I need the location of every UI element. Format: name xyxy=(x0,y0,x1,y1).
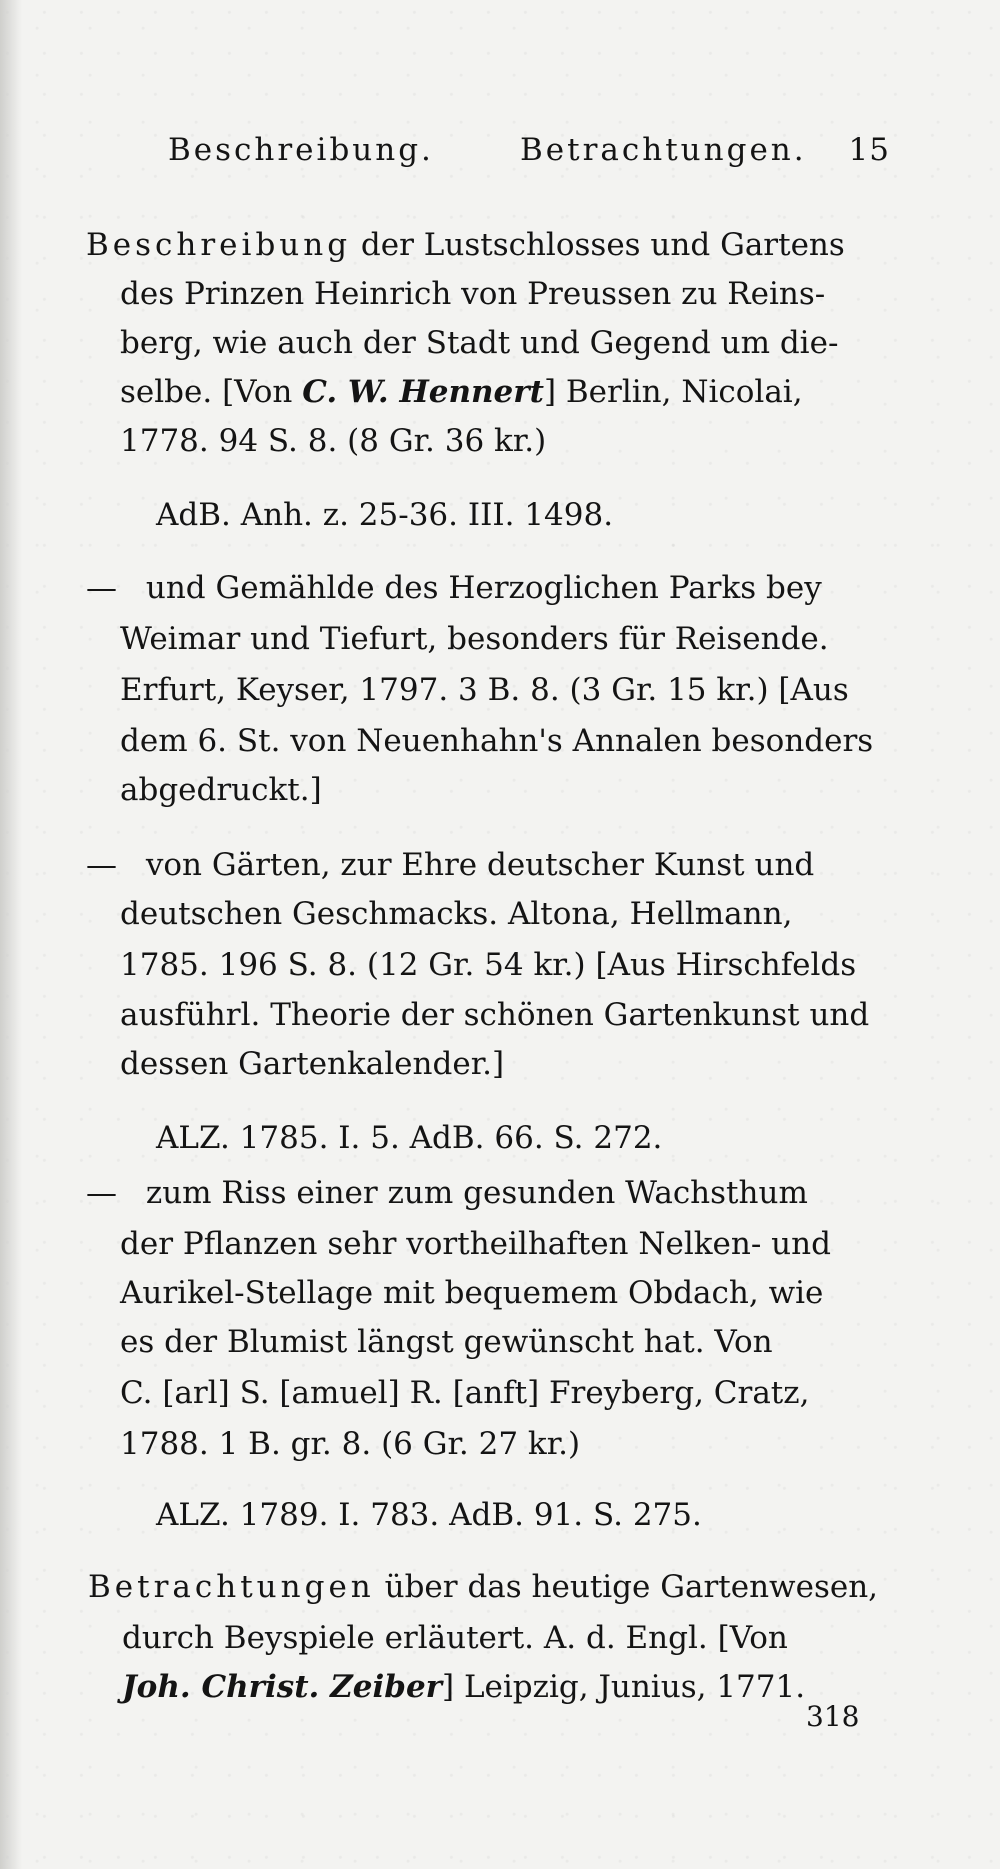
entry-line: 1788. 1 B. gr. 8. (6 Gr. 27 kr.) xyxy=(120,1426,581,1462)
entry-line xyxy=(122,1662,805,1712)
entry-text: ] Leipzig, Junius, 1771. xyxy=(442,1669,806,1705)
ditto-dash: — xyxy=(86,1175,117,1211)
entry-line xyxy=(86,220,845,270)
entry-lead: Beschreibung xyxy=(86,227,352,263)
entry-line: Erfurt, Keyser, 1797. 3 B. 8. (3 Gr. 15 kr.) [Aus xyxy=(120,672,849,708)
entry-line: Aurikel-Stellage mit bequemem Obdach, wie xyxy=(120,1275,824,1311)
entry-text: ] Berlin, Nicolai, xyxy=(543,374,803,410)
entry-text: selbe. [Von xyxy=(120,374,303,410)
entry-line xyxy=(86,563,822,613)
entry-text: zum Riss einer zum gesunden Wachsthum xyxy=(145,1175,808,1211)
page-number: 15 xyxy=(848,132,890,168)
entry-line: deutschen Geschmacks. Altona, Hellmann, xyxy=(120,896,793,932)
entry-line: des Prinzen Heinrich von Preussen zu Reins- xyxy=(120,276,826,312)
entry-line xyxy=(86,1168,808,1218)
entry-line: durch Beyspiele erläutert. A. d. Engl. [Von xyxy=(122,1620,788,1656)
running-head-left: Beschreibung. xyxy=(168,132,434,168)
entry-text: von Gärten, zur Ehre deutscher Kunst und xyxy=(145,847,815,883)
entry-line: abgedruckt.] xyxy=(120,772,322,808)
author-name: Joh. Christ. Zeiber xyxy=(122,1669,443,1705)
entry-line: Weimar und Tiefurt, besonders für Reisende. xyxy=(120,621,829,657)
entry-line: berg, wie auch der Stadt und Gegend um die- xyxy=(120,325,839,361)
entry-text: und Gemählde des Herzoglichen Parks bey xyxy=(145,570,822,606)
review-reference: AdB. Anh. z. 25-36. III. 1498. xyxy=(156,497,614,533)
entry-line: 1778. 94 S. 8. (8 Gr. 36 kr.) xyxy=(120,423,547,459)
review-reference: ALZ. 1789. I. 783. AdB. 91. S. 275. xyxy=(156,1497,702,1533)
review-reference: ALZ. 1785. I. 5. AdB. 66. S. 272. xyxy=(156,1120,663,1156)
entry-line xyxy=(120,367,803,417)
entry-line: es der Blumist längst gewünscht hat. Von xyxy=(120,1324,773,1360)
entry-line: dessen Gartenkalender.] xyxy=(120,1046,505,1082)
catchword-signature: 318 xyxy=(806,1700,860,1733)
entry-line xyxy=(88,1562,878,1612)
entry-line: 1785. 196 S. 8. (12 Gr. 54 kr.) [Aus Hirschfelds xyxy=(120,947,857,983)
entry-line: C. [arl] S. [amuel] R. [anft] Freyberg, Cratz, xyxy=(120,1375,810,1411)
entry-text: der Lustschlosses und Gartens xyxy=(351,227,845,263)
page-edge-shadow xyxy=(0,0,22,1869)
running-head-middle: Betrachtungen. xyxy=(520,132,807,168)
running-head xyxy=(168,132,890,182)
entry-line: ausführl. Theorie der schönen Gartenkunst und xyxy=(120,997,870,1033)
entry-line xyxy=(86,840,814,890)
entry-text: über das heutige Gartenwesen, xyxy=(374,1569,879,1605)
entry-line: der Pflanzen sehr vortheilhaften Nelken- und xyxy=(120,1226,831,1262)
author-name: C. W. Hennert xyxy=(302,374,544,410)
entry-line: dem 6. St. von Neuenhahn's Annalen besonders xyxy=(120,723,874,759)
entry-lead: Betrachtungen xyxy=(88,1569,375,1605)
ditto-dash: — xyxy=(86,570,117,606)
ditto-dash: — xyxy=(86,847,117,883)
